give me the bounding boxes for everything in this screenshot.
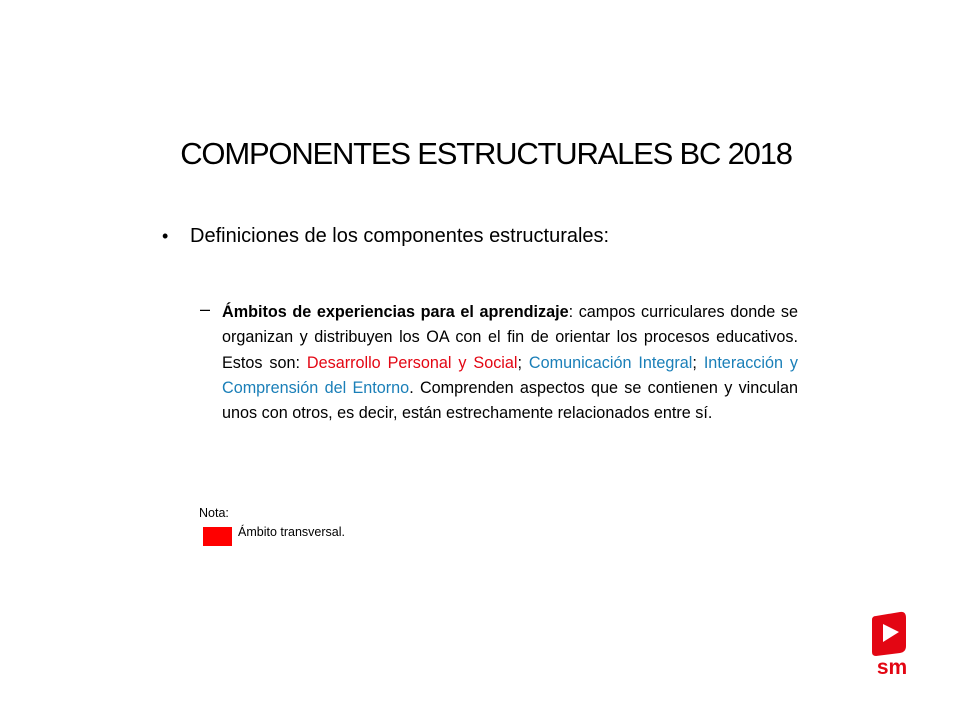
area-comunicacion: Comunicación Integral [528, 353, 693, 372]
definition-text: : campos curriculares donde se organizan y distribuyen los OA con el fin de orientar los procesos educativos. Estos son: [222, 303, 798, 372]
slide-title: COMPONENTES ESTRUCTURALES BC 2018 [180, 136, 792, 171]
separator: ; [692, 353, 704, 372]
logo-text: sm [876, 656, 908, 679]
note-text: Ámbito transversal. [238, 525, 345, 539]
definition-closing: . Comprenden aspectos que se contienen y vinculan unos con otros, es decir, están estrechamente relacionados entre sí. [222, 378, 798, 423]
sm-logo [868, 610, 916, 680]
red-swatch-icon [203, 527, 232, 546]
bullet-icon: • [162, 226, 169, 246]
sm-logo-icon [868, 610, 916, 680]
dash-icon: – [200, 299, 211, 319]
definition-paragraph [222, 300, 798, 426]
bullet-text: Definiciones de los componentes estructurales: [190, 225, 610, 247]
separator: ; [517, 353, 529, 372]
area-personal-social: Desarrollo Personal y Social [306, 353, 518, 372]
area-interaccion: Interacción y Comprensión del Entorno [222, 353, 799, 397]
note-label: Nota: [199, 506, 229, 520]
definition-term: Ámbitos de experiencias para el aprendizaje [222, 303, 569, 321]
